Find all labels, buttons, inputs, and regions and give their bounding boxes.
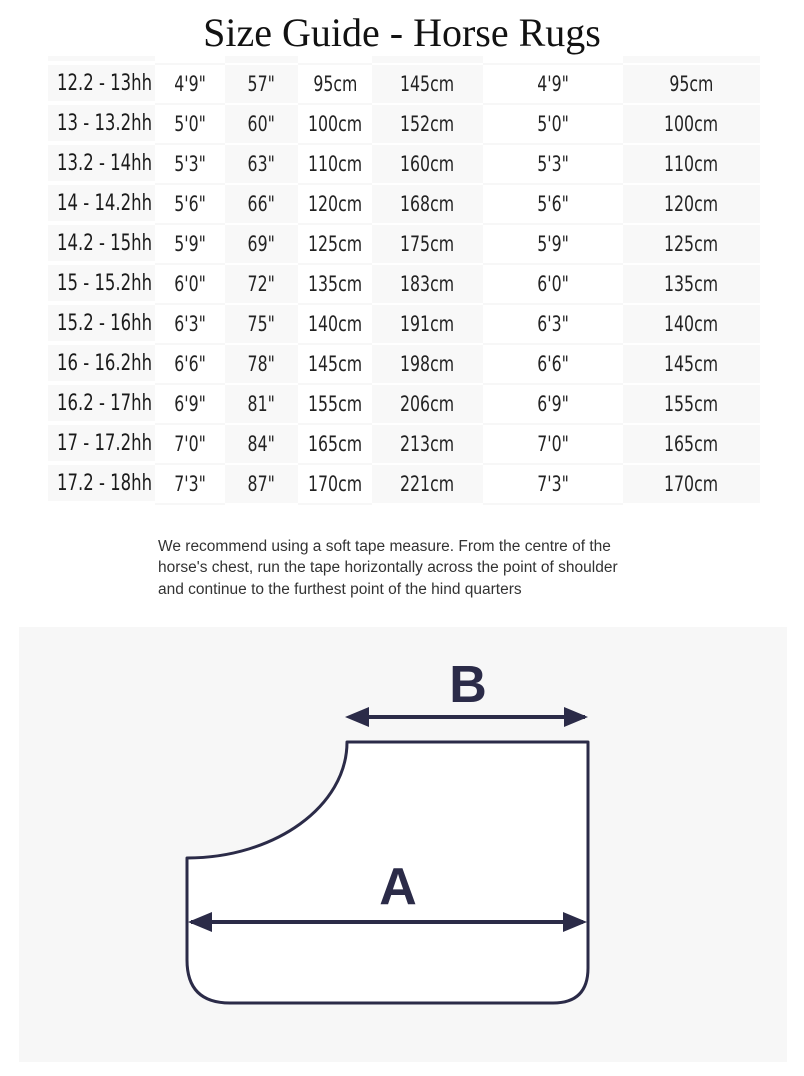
table-cell-text: 206cm (400, 392, 455, 416)
table-cell (155, 265, 225, 305)
table-cell-text: 66" (247, 192, 276, 216)
table-cell (48, 345, 155, 383)
table-cell-text: 5'6" (174, 192, 206, 216)
table-cell-text: 155cm (664, 392, 719, 416)
table-cell-text: 5'6" (537, 192, 569, 216)
note-line: horse's chest, run the tape horizontally across the point of shoulder (158, 559, 618, 577)
table-cell (225, 56, 298, 65)
table-cell (298, 305, 372, 345)
table-cell (623, 425, 760, 465)
table-cell-text: 155cm (307, 392, 363, 416)
table-cell (372, 56, 483, 65)
table-cell-text: 170cm (307, 472, 363, 496)
table-cell-text: 5'3" (174, 152, 206, 176)
table-cell (48, 56, 155, 63)
table-cell-text: 6'9" (174, 392, 206, 416)
table-cell (483, 465, 623, 505)
rug-diagram-svg (19, 627, 787, 1062)
table-cell (623, 56, 760, 65)
table-cell (48, 305, 155, 343)
table-cell (298, 185, 372, 225)
table-cell (372, 345, 483, 385)
table-cell-text: 84" (247, 432, 276, 456)
table-cell (155, 65, 225, 105)
table-cell-text: 6'3" (537, 312, 569, 336)
table-cell (155, 385, 225, 425)
table-cell (623, 225, 760, 265)
table-row (48, 65, 760, 105)
table-cell (225, 425, 298, 465)
table-cell-text: 14 - 14.2hh (57, 190, 153, 216)
table-cell-text: 75" (247, 312, 276, 336)
table-cell (155, 56, 225, 65)
table-cell-text: 135cm (307, 272, 363, 296)
table-cell (48, 65, 155, 103)
table-cell-text: 7'3" (174, 472, 206, 496)
label-b: B (449, 656, 487, 714)
table-cell-text: 125cm (664, 232, 719, 256)
table-cell (298, 105, 372, 145)
table-cell-text: 145cm (307, 352, 363, 376)
arrowhead-right-icon (564, 707, 588, 727)
table-cell-text: 221cm (400, 472, 455, 496)
table-cell-text: 120cm (307, 192, 363, 216)
table-cell (298, 385, 372, 425)
table-cell-text: 165cm (664, 432, 719, 456)
table-cell-text: 15 - 15.2hh (57, 270, 153, 296)
table-row (48, 425, 760, 465)
table-cell-text: 95cm (669, 72, 714, 96)
table-cell (225, 345, 298, 385)
table-cell (623, 385, 760, 425)
table-cell (298, 225, 372, 265)
table-cell (48, 425, 155, 463)
table-cell (372, 385, 483, 425)
table-cell-text: 100cm (307, 112, 363, 136)
rug-measurement-diagram (19, 627, 787, 1062)
table-cell (155, 305, 225, 345)
table-cell (372, 105, 483, 145)
arrowhead-left-icon (345, 707, 369, 727)
table-cell (155, 105, 225, 145)
table-cell (372, 465, 483, 505)
table-row (48, 145, 760, 185)
table-cell (483, 345, 623, 385)
table-cell (298, 65, 372, 105)
table-cell-text: 63" (247, 152, 276, 176)
table-cell (623, 305, 760, 345)
table-cell-text: 6'9" (537, 392, 569, 416)
table-cell-text: 15.2 - 16hh (57, 310, 153, 336)
table-cell (623, 65, 760, 105)
table-cell-text: 14.2 - 15hh (57, 230, 153, 256)
table-cell (372, 65, 483, 105)
table-cell (225, 465, 298, 505)
table-cell-text: 17.2 - 18hh (57, 470, 153, 496)
table-cell-text: 6'3" (174, 312, 206, 336)
table-cell-text: 5'0" (537, 112, 569, 136)
table-row-clipped (48, 56, 760, 65)
table-cell-text: 140cm (307, 312, 363, 336)
table-cell (48, 145, 155, 183)
table-row (48, 345, 760, 385)
label-a: A (379, 858, 417, 916)
table-cell (225, 225, 298, 265)
table-cell (48, 225, 155, 263)
table-cell (225, 105, 298, 145)
table-cell-text: 7'0" (537, 432, 569, 456)
table-cell-text: 198cm (400, 352, 455, 376)
table-cell (623, 265, 760, 305)
note-line: and continue to the furthest point of the hind quarters (158, 580, 522, 598)
table-cell (48, 465, 155, 503)
table-row (48, 265, 760, 305)
table-cell (298, 145, 372, 185)
table-row (48, 225, 760, 265)
table-cell (225, 305, 298, 345)
table-cell-text: 175cm (400, 232, 455, 256)
table-cell-text: 60" (247, 112, 276, 136)
measuring-note (158, 536, 678, 600)
table-cell (483, 145, 623, 185)
table-cell (48, 385, 155, 423)
table-cell-text: 95cm (312, 72, 358, 96)
table-cell (155, 465, 225, 505)
table-cell (225, 145, 298, 185)
table-cell-text: 168cm (400, 192, 455, 216)
table-cell (372, 225, 483, 265)
table-cell-text: 183cm (400, 272, 455, 296)
table-cell (298, 425, 372, 465)
table-cell-text: 4'9" (537, 72, 569, 96)
table-cell (225, 65, 298, 105)
table-cell-text: 87" (247, 472, 276, 496)
table-cell-text: 4'9" (174, 72, 206, 96)
table-cell (155, 425, 225, 465)
table-cell (372, 425, 483, 465)
table-cell-text: 57" (247, 72, 276, 96)
table-cell-text: 69" (247, 232, 276, 256)
table-cell-text: 165cm (307, 432, 363, 456)
table-cell (298, 56, 372, 65)
table-cell (225, 185, 298, 225)
table-cell-text: 5'0" (174, 112, 206, 136)
table-cell (483, 105, 623, 145)
table-cell (623, 345, 760, 385)
table-cell-text: 6'0" (174, 272, 206, 296)
table-row (48, 385, 760, 425)
table-cell (298, 265, 372, 305)
table-cell-text: 16 - 16.2hh (57, 350, 153, 376)
table-cell (623, 465, 760, 505)
table-cell (483, 425, 623, 465)
table-cell (48, 185, 155, 223)
table-cell-text: 100cm (664, 112, 719, 136)
table-cell-text: 78" (247, 352, 276, 376)
table-cell (155, 145, 225, 185)
table-row (48, 465, 760, 505)
table-cell-text: 13.2 - 14hh (57, 150, 153, 176)
table-cell-text: 7'0" (174, 432, 206, 456)
table-cell-text: 16.2 - 17hh (57, 390, 153, 416)
table-cell-text: 81" (247, 392, 276, 416)
table-cell (225, 265, 298, 305)
table-cell-text: 213cm (400, 432, 455, 456)
table-cell-text: 191cm (400, 312, 455, 336)
table-row (48, 185, 760, 225)
table-cell-text: 5'9" (174, 232, 206, 256)
table-cell (483, 225, 623, 265)
table-cell (155, 185, 225, 225)
table-cell-text: 160cm (400, 152, 455, 176)
table-cell (48, 265, 155, 303)
table-cell (372, 185, 483, 225)
table-cell (372, 265, 483, 305)
table-cell-text: 72" (247, 272, 276, 296)
table-cell-text: 6'6" (537, 352, 569, 376)
table-cell-text: 125cm (307, 232, 363, 256)
table-cell (298, 345, 372, 385)
table-cell-text: 5'3" (537, 152, 569, 176)
table-cell (483, 265, 623, 305)
table-cell (155, 345, 225, 385)
table-cell (372, 305, 483, 345)
note-line: We recommend using a soft tape measure. From the centre of the (158, 538, 611, 555)
table-cell-text: 120cm (664, 192, 719, 216)
table-row (48, 305, 760, 345)
table-cell (483, 65, 623, 105)
table-cell (623, 105, 760, 145)
table-cell-text: 6'6" (174, 352, 206, 376)
table-cell-text: 152cm (400, 112, 455, 136)
table-cell (483, 185, 623, 225)
table-cell (483, 56, 623, 65)
table-cell (483, 385, 623, 425)
table-cell (155, 225, 225, 265)
table-cell-text: 7'3" (537, 472, 569, 496)
table-cell-text: 17 - 17.2hh (57, 430, 153, 456)
table-cell (298, 465, 372, 505)
page-title: Size Guide - Horse Rugs (203, 10, 601, 55)
table-cell-text: 6'0" (537, 272, 569, 296)
table-cell-text: 13 - 13.2hh (57, 110, 153, 136)
table-cell-text: 110cm (307, 152, 363, 176)
table-cell (372, 145, 483, 185)
table-row (48, 105, 760, 145)
table-cell (225, 385, 298, 425)
table-cell-text: 170cm (664, 472, 719, 496)
table-cell (623, 185, 760, 225)
table-cell-text: 110cm (664, 152, 719, 176)
table-cell (483, 305, 623, 345)
table-cell (48, 105, 155, 143)
table-cell (623, 145, 760, 185)
table-cell-text: 145cm (400, 72, 455, 96)
table-cell-text: 145cm (664, 352, 719, 376)
table-cell-text: 5'9" (537, 232, 569, 256)
table-cell-text: 135cm (664, 272, 719, 296)
size-table-body (48, 65, 760, 505)
size-table (48, 56, 760, 505)
table-cell-text: 12.2 - 13hh (57, 70, 153, 96)
table-cell-text: 140cm (664, 312, 719, 336)
